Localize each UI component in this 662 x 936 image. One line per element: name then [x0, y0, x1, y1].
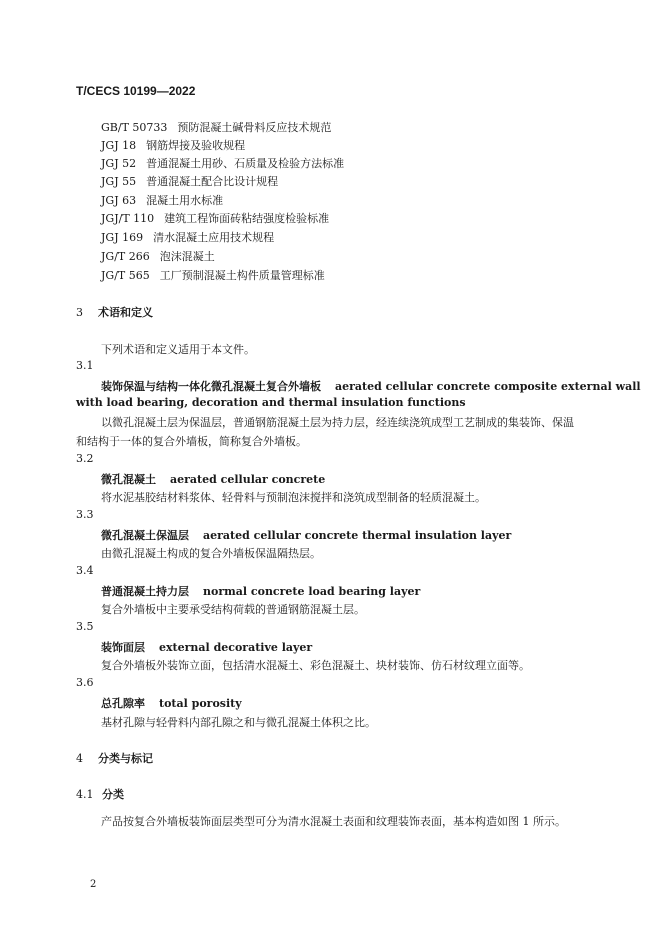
term-definition: 以微孔混凝土层为保温层，普通钢筋混凝土层为持力层，经连续浇筑成型工艺制成的集装饰、保温 [101, 416, 574, 429]
reference-title: 普通混凝土配合比设计规程 [146, 175, 279, 188]
reference-item [101, 229, 274, 245]
reference-code: GB/T 50733 [101, 121, 168, 134]
reference-item [101, 137, 245, 153]
term-number: 3.1 [76, 359, 94, 372]
term-number: 3.5 [76, 620, 94, 633]
reference-code: JG/T 565 [101, 269, 150, 282]
section-title: 术语和定义 [98, 306, 153, 319]
reference-title: 预防混凝土碱骨料反应技术规范 [177, 121, 332, 134]
term-heading [101, 639, 312, 655]
term-definition-continued: 和结构于一体的复合外墙板，简称复合外墙板。 [76, 435, 307, 448]
term-en: aerated cellular concrete [170, 473, 326, 486]
term-zh: 微孔混凝土保温层 [101, 529, 189, 542]
reference-code: JGJ 169 [101, 231, 144, 244]
reference-item [101, 173, 278, 189]
reference-title: 工厂预制混凝土构件质量管理标准 [159, 269, 325, 282]
term-heading [101, 378, 641, 394]
term-heading [101, 695, 242, 711]
reference-code: JGJ 55 [101, 175, 137, 188]
term-zh: 装饰面层 [101, 641, 145, 654]
reference-code: JGJ 63 [101, 194, 137, 207]
term-en: total porosity [159, 697, 242, 710]
reference-item [101, 192, 223, 208]
section-number: 4 [76, 752, 83, 765]
term-heading [101, 583, 420, 599]
term-en: normal concrete load bearing layer [203, 585, 421, 598]
term-zh: 普通混凝土持力层 [101, 585, 189, 598]
term-zh: 装饰保温与结构一体化微孔混凝土复合外墙板 [101, 380, 321, 393]
term-definition: 复合外墙板外装饰立面，包括清水混凝土、彩色混凝土、块材装饰、仿石材纹理立面等。 [101, 659, 530, 672]
term-heading [101, 471, 325, 487]
subsection-number: 4.1 [76, 788, 94, 801]
subsection-heading [76, 786, 124, 802]
term-definition: 由微孔混凝土构成的复合外墙板保温隔热层。 [101, 547, 321, 560]
term-definition: 将水泥基胶结材料浆体、轻骨料与预制泡沫搅拌和浇筑成型制备的轻质混凝土。 [101, 491, 486, 504]
reference-item [101, 267, 325, 283]
term-en: aerated cellular concrete composite external wall [335, 380, 641, 393]
reference-title: 钢筋焊接及验收规程 [146, 139, 246, 152]
section-title: 分类与标记 [98, 752, 153, 765]
term-definition: 复合外墙板中主要承受结构荷载的普通钢筋混凝土层。 [101, 603, 365, 616]
term-number: 3.3 [76, 508, 94, 521]
term-en: external decorative layer [159, 641, 313, 654]
reference-code: JGJ 18 [101, 139, 137, 152]
subsection-title: 分类 [102, 788, 124, 801]
term-definition: 基材孔隙与轻骨料内部孔隙之和与微孔混凝土体积之比。 [101, 716, 376, 729]
section-number: 3 [76, 306, 83, 319]
reference-title: 建筑工程饰面砖粘结强度检验标准 [164, 212, 330, 225]
term-number: 3.4 [76, 564, 94, 577]
page-number: 2 [90, 879, 97, 890]
term-heading [101, 527, 511, 543]
reference-title: 清水混凝土应用技术规程 [153, 231, 275, 244]
reference-title: 泡沫混凝土 [159, 250, 215, 263]
reference-title: 普通混凝土用砂、石质量及检验方法标准 [146, 157, 345, 170]
term-zh: 总孔隙率 [101, 697, 145, 710]
reference-item [101, 210, 329, 226]
reference-code: JG/T 266 [101, 250, 150, 263]
term-en-continued: with load bearing, decoration and thermal insulation functions [76, 396, 466, 409]
standard-code-header: T/CECS 10199—2022 [76, 84, 196, 98]
section-heading [76, 750, 153, 766]
reference-item [101, 155, 344, 171]
section-intro: 下列术语和定义适用于本文件。 [101, 343, 255, 356]
subsection-text: 产品按复合外墙板装饰面层类型可分为清水混凝土表面和纹理装饰表面，基本构造如图 1 所示。 [101, 815, 566, 828]
section-heading [76, 304, 153, 320]
reference-code: JGJ 52 [101, 157, 137, 170]
term-number: 3.6 [76, 676, 94, 689]
reference-code: JGJ/T 110 [101, 212, 155, 225]
term-zh: 微孔混凝土 [101, 473, 156, 486]
reference-item [101, 119, 331, 135]
reference-title: 混凝土用水标准 [146, 194, 224, 207]
term-number: 3.2 [76, 452, 94, 465]
reference-item [101, 248, 215, 264]
term-en: aerated cellular concrete thermal insulation layer [203, 529, 512, 542]
